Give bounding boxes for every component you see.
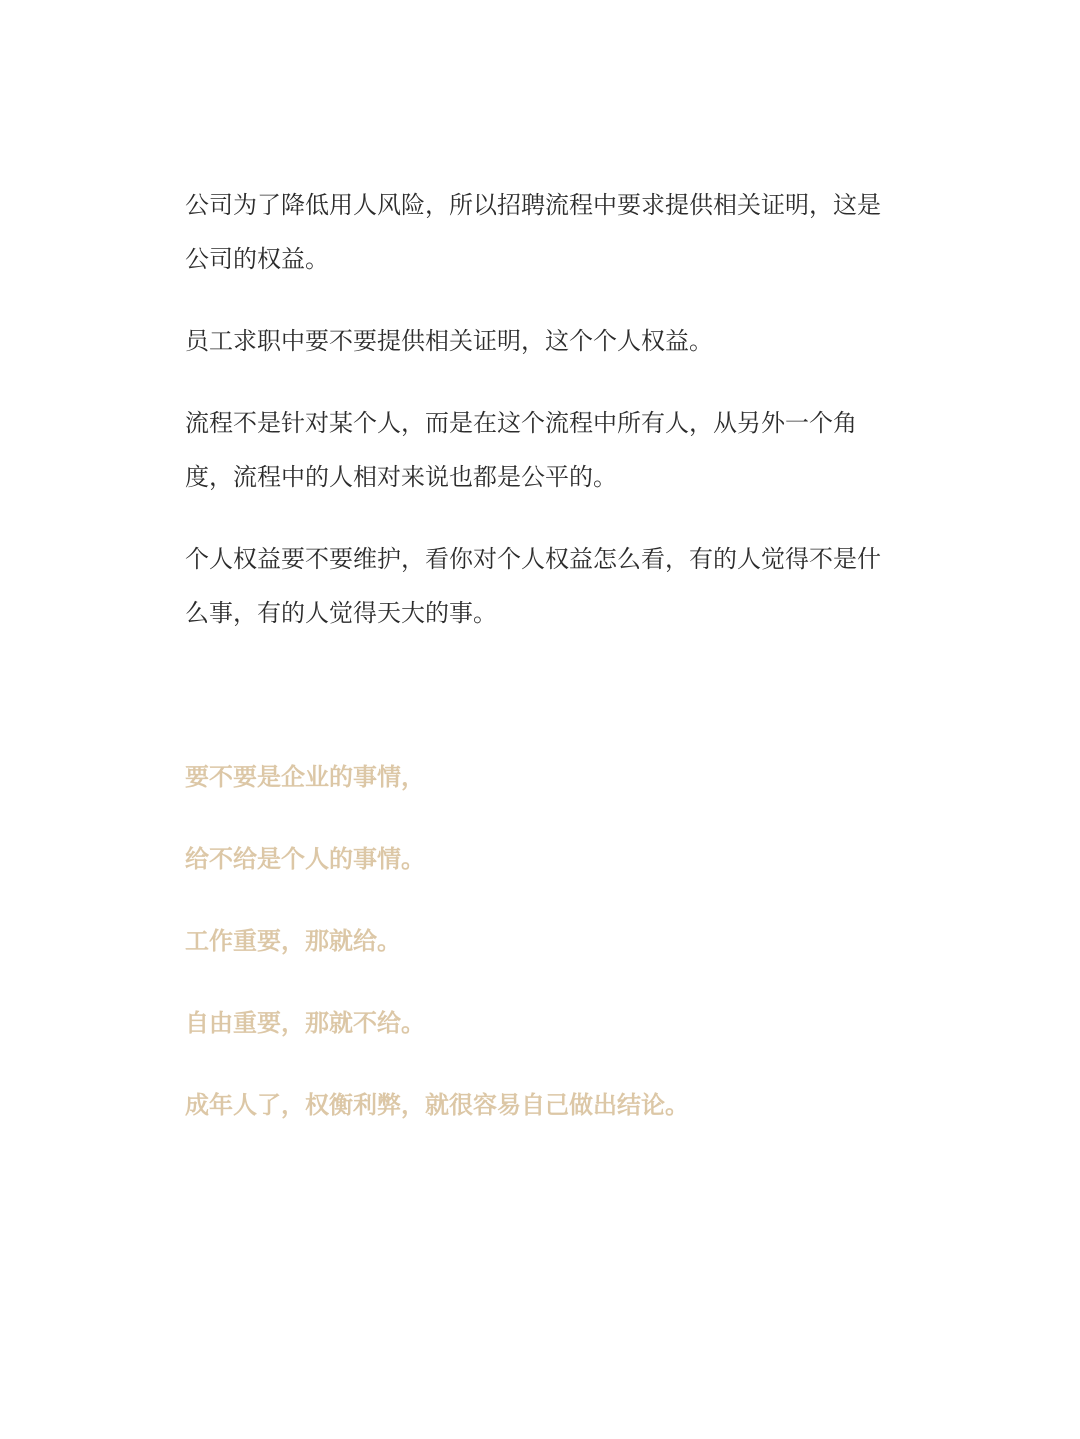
highlight-line: 要不要是企业的事情， bbox=[185, 763, 425, 791]
paragraph: 个人权益要不要维护，看你对个人权益怎么看，有的人觉得不是什么事，有的人觉得天大的事。 bbox=[185, 545, 881, 627]
highlight-quotes bbox=[185, 750, 885, 1132]
paragraph: 公司为了降低用人风险，所以招聘流程中要求提供相关证明，这是公司的权益。 bbox=[185, 191, 881, 273]
highlight-line: 给不给是个人的事情。 bbox=[185, 845, 425, 873]
paragraph: 流程不是针对某个人，而是在这个流程中所有人，从另外一个角度，流程中的人相对来说也都是公平的。 bbox=[185, 409, 857, 491]
highlight-line: 自由重要，那就不给。 bbox=[185, 1009, 425, 1037]
article-body bbox=[185, 178, 885, 640]
highlight-line: 工作重要，那就给。 bbox=[185, 927, 401, 955]
paragraph: 员工求职中要不要提供相关证明，这个个人权益。 bbox=[185, 327, 713, 355]
highlight-line: 成年人了，权衡利弊，就很容易自己做出结论。 bbox=[185, 1091, 689, 1119]
